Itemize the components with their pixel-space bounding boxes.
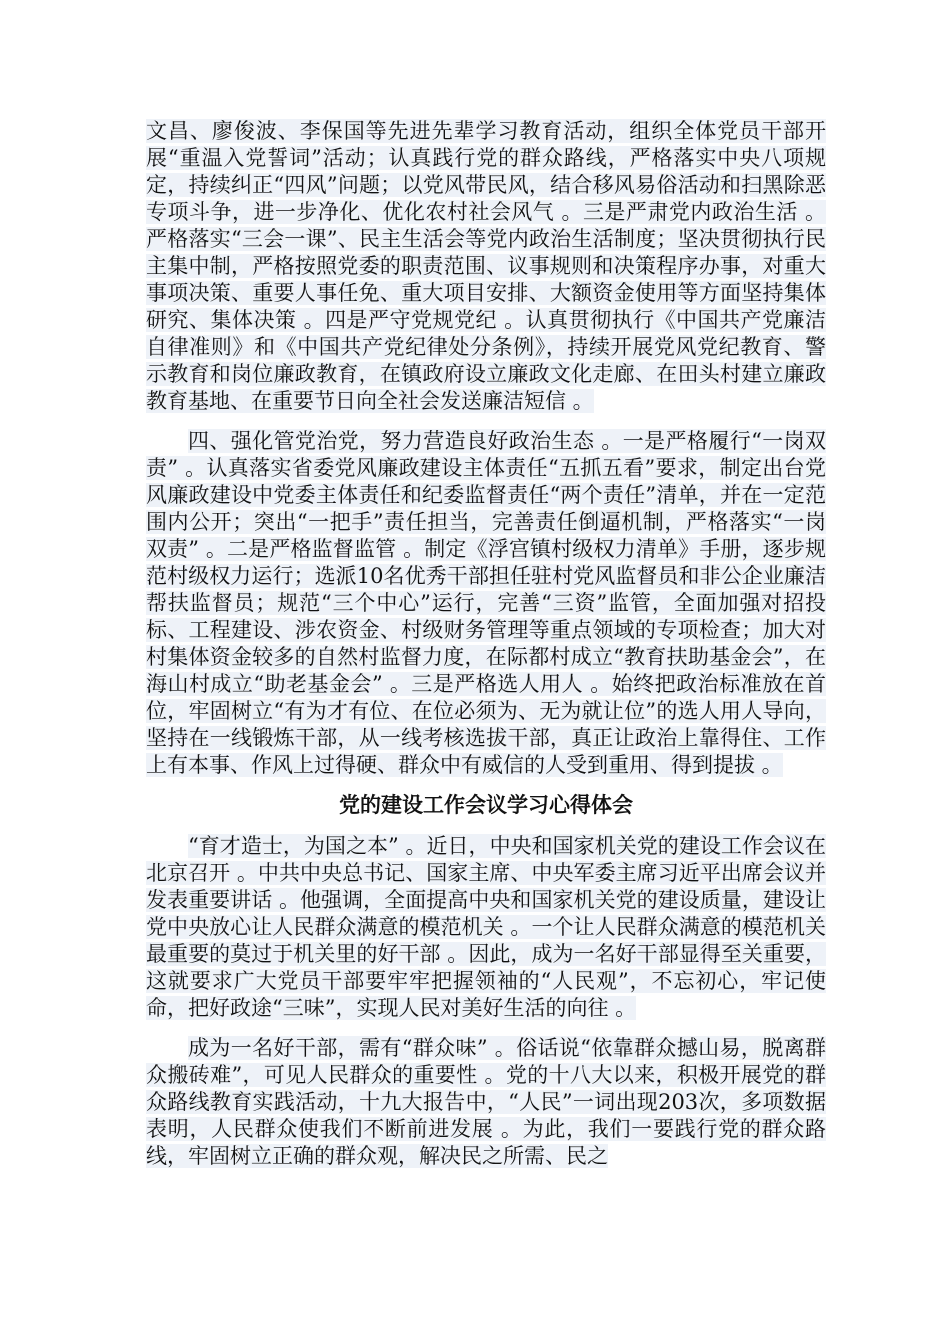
paragraph-text: 文昌、廖俊波、李保国等先进先辈学习教育活动，组织全体党员干部开展“重温入党誓词”活动；认真践行党的群众路线，严格落实中央八项规定，持续纠正“四风”问题；以党风带民风，结合移风易俗活动和扫黑除恶专项斗争，进一步净化、优化农村社会风气 。三是严肃党内政治生活 。严格落实“三会一课”、民主生活会等党内政治生活制度；坚决贯彻执行民主集中制，严格按照党委的职责范围、议事规则和决策程序办事，对重大事项决策、重要人事任免、重大项目安排、大额资金使用等方面坚持集体研究、集体决策 。四是严守党规党纪 。认真贯彻执行《中国共产党廉洁自律准则》和《中国共产党纪律处分条例》，持续开展党风党纪教育、警示教育和岗位廉政教育，在镇政府设立廉政文化走廊、在田头村建立廉政教育基地、在重要节日向全社会发送廉洁短信 。 [146,119,826,413]
paragraph-text: “育才造士，为国之本” 。近日，中央和国家机关党的建设工作会议在北京召开 。中共中央总书记、国家主席、中央军委主席习近平出席会议并发表重要讲话 。他强调，全面提高中央和国家机关党的建设质量，建设让党中央放心让人民群众满意的模范机关 。一个让人民群众满意的模范机关最重要的莫过于机关里的好干部 。因此，成为一名好干部显得至关重要，这就要求广大党员干部要牢牢把握领袖的“人民观”，不忘初心，牢记使命，把好政途“三味”，实现人民对美好生活的向往 。 [146,834,826,1020]
paragraph-intro [146,833,826,1022]
paragraph-text: 四、强化管党治党，努力营造良好政治生态 。一是严格履行“一岗双责” 。认真落实省委党风廉政建设主体责任“五抓五看”要求，制定出台党风廉政建设中党委主体责任和纪委监督责任“两个责任”清单，并在一定范围内公开；突出“一把手”责任担当，完善责任倒逼机制，严格落实“一岗双责” 。二是严格监督监管 。制定《浮宫镇村级权力清单》手册，逐步规范村级权力运行；选派10名优秀干部担任驻村党风监督员和非公企业廉洁帮扶监督员；规范“三个中心”运行，完善“三资”监管，全面加强对招投标、工程建设、涉农资金、村级财务管理等重点领域的专项检查；加大对村集体资金较多的自然村监督力度，在际都村成立“教育扶助基金会”，在海山村成立“助老基金会” 。三是严格选人用人 。始终把政治标准放在首位，牢固树立“有为才有位、在位必须为、无为就让位”的选人用人导向，坚持在一线锻炼干部，从一线考核选拔干部，真正让政治上靠得住、工作上有本事、作风上过得硬、群众中有威信的人受到重用、得到提拔 。 [146,429,826,777]
document-body [146,118,826,1183]
section-title: 党的建设工作会议学习心得体会 [339,793,633,817]
paragraph-mass-line [146,1035,826,1170]
paragraph-section-four [146,428,826,779]
paragraph-continuation [146,118,826,415]
paragraph-text: 成为一名好干部，需有“群众味” 。俗话说“依靠群众撼山易，脱离群众搬砖难”，可见人民群众的重要性 。党的十八大以来，积极开展党的群众路线教育实践活动，十九大报告中，“人民”一词出现203次，多项数据表明，人民群众使我们不断前进发展 。为此，我们一要践行党的群众路线，牢固树立正确的群众观，解决民之所需、民之 [146,1036,826,1168]
